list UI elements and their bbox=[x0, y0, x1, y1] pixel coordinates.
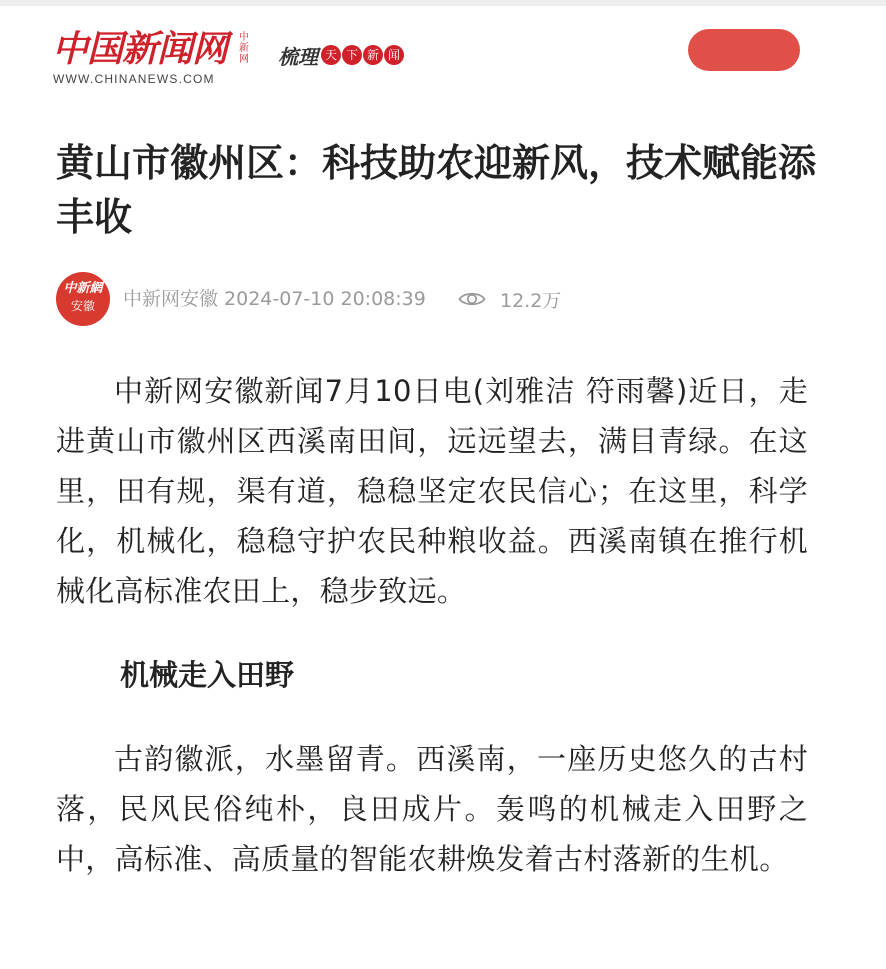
slogan-chip: 天 bbox=[321, 45, 341, 65]
eye-icon bbox=[458, 290, 486, 308]
logo-url: WWW.CHINANEWS.COM bbox=[53, 72, 215, 86]
slogan-chip: 新 bbox=[363, 45, 383, 65]
view-count bbox=[458, 286, 561, 312]
article-meta bbox=[56, 272, 836, 326]
article-body bbox=[56, 366, 808, 884]
site-logo[interactable] bbox=[52, 30, 252, 90]
article-paragraph: 古韵徽派，水墨留青。西溪南，一座历史悠久的古村落，民风民俗纯朴，良田成片。轰鸣的机械走入田野之中，高标准、高质量的智能农耕焕发着古村落新的生机。 bbox=[56, 742, 808, 876]
slogan-chip: 闻 bbox=[384, 45, 404, 65]
logo-mini-text: 中新网 bbox=[239, 32, 249, 65]
open-app-button[interactable] bbox=[688, 29, 800, 71]
source-and-timestamp: 中新网安徽 2024-07-10 20:08:39 bbox=[123, 288, 426, 310]
avatar-region-text: 安徽 bbox=[70, 299, 95, 313]
slogan-chip: 下 bbox=[342, 45, 362, 65]
article-paragraph: 中新网安徽新闻7月10日电(刘雅洁 符雨馨)近日，走进黄山市徽州区西溪南田间，远远望去，满目青绿。在这里，田有规，渠有道，稳稳坚定农民信心；在这里，科学化，机械化，稳稳守护农民种粮收益。西溪南镇在推行机械化高标准农田上，稳步致远。 bbox=[56, 374, 808, 608]
avatar-logo-text: 中新網 bbox=[63, 281, 103, 296]
site-slogan bbox=[278, 42, 404, 68]
source-avatar[interactable] bbox=[56, 272, 110, 326]
slogan-prefix: 梳理 bbox=[278, 44, 318, 69]
site-header bbox=[0, 6, 886, 96]
logo-text: 中国新闻网 bbox=[52, 28, 228, 70]
article-title: 黄山市徽州区：科技助农迎新风，技术赋能添丰收 bbox=[56, 141, 817, 239]
article-subheading: 机械走入田野 bbox=[120, 658, 295, 692]
view-count-value: 12.2万 bbox=[500, 289, 562, 312]
